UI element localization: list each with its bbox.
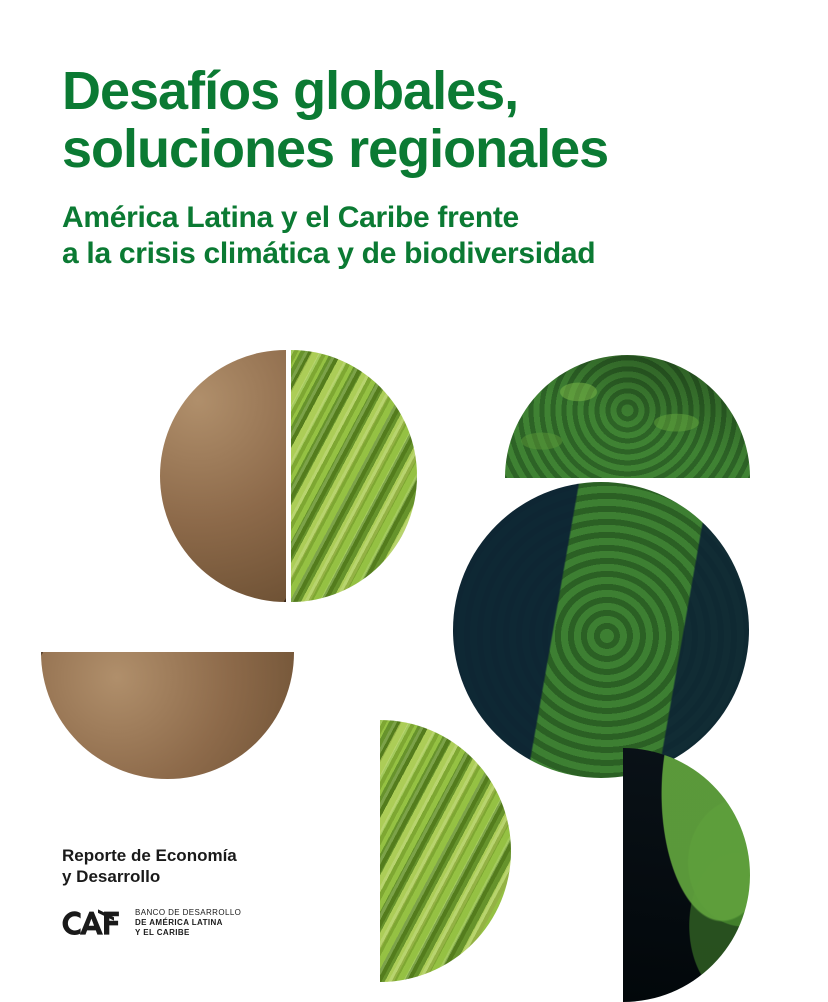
report-series-line-1: Reporte de Economía — [62, 846, 237, 865]
page-title-line-1: Desafíos globales, — [62, 61, 519, 121]
report-series-line-2: y Desarrollo — [62, 867, 161, 886]
caf-logo-line-1: BANCO DE DESARROLLO — [135, 908, 242, 917]
cracked-earth-half-circle-image — [41, 652, 294, 779]
page-subtitle-line-2: a la crisis climática y de biodiversidad — [62, 237, 596, 270]
report-series-label — [62, 845, 237, 887]
river-mangrove-circle-image — [453, 482, 749, 778]
caf-logo-line-2: DE AMÉRICA LATINA — [135, 918, 223, 927]
green-crops-right-d-image — [291, 350, 417, 602]
caf-logo-mark — [58, 908, 126, 938]
green-crops-half-circle-image — [380, 720, 511, 982]
caf-logo — [58, 908, 241, 938]
dark-water-forest-half-image — [623, 748, 750, 1002]
caf-logo-line-3: Y EL CARIBE — [135, 928, 190, 937]
caf-logo-text — [135, 908, 241, 938]
page-subtitle-line-1: América Latina y el Caribe frente — [62, 201, 519, 234]
cover-image-collage — [0, 330, 828, 890]
title-block — [62, 62, 782, 272]
subtitle-block — [62, 200, 782, 272]
mangrove-top-half-circle-image — [505, 355, 750, 478]
cracked-earth-left-d-image — [160, 350, 286, 602]
page-title-line-2: soluciones regionales — [62, 119, 609, 179]
